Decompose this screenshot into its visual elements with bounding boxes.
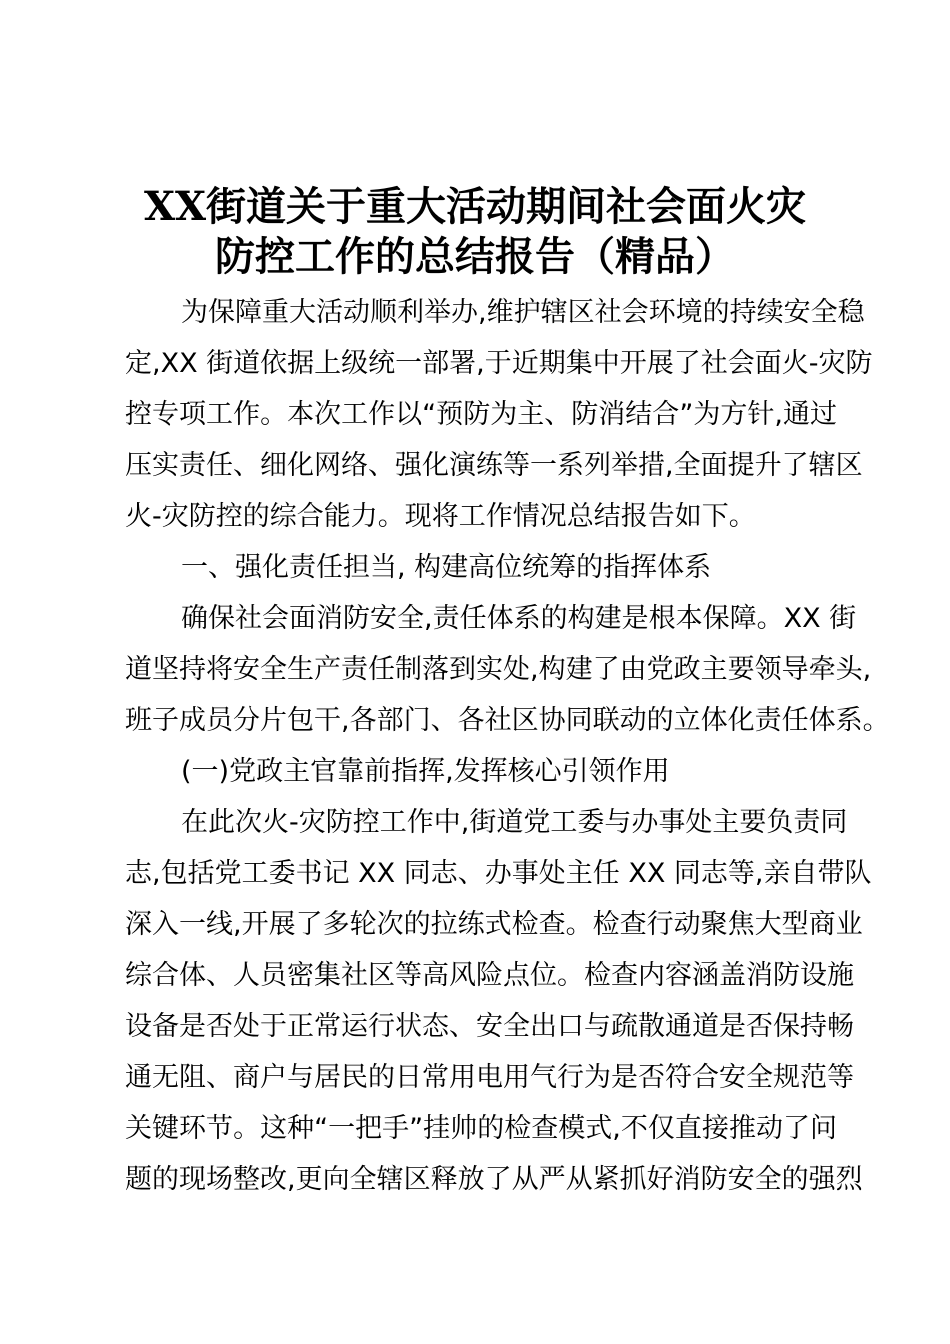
body-text-line: 为保障重大活动顺利举办,维护辖区社会环境的持续安全稳 [181,297,865,328]
body-text-line: 火-灾防控的综合能力。现将工作情况总结报告如下。 [125,501,756,532]
body-text-line: 设备是否处于正常运行状态、安全出口与疏散通道是否保持畅 [125,1011,854,1042]
body-text-line: 志,包括党工委书记 XX 同志、办事处主任 XX 同志等,亲自带队 [125,858,872,889]
body-text-line: 在此次火-灾防控工作中,街道党工委与办事处主要负责同 [181,807,848,838]
document-title-line-2: 防控工作的总结报告（精品） [215,233,735,280]
body-text-line: 关键环节。这种“一把手”挂帅的检查模式,不仅直接推动了问 [125,1113,837,1144]
body-text-line: 定,XX 街道依据上级统一部署,于近期集中开展了社会面火-灾防 [125,348,873,379]
body-text-line: 深入一线,开展了多轮次的拉练式检查。检查行动聚焦大型商业 [125,909,863,940]
document-body [0,287,950,1205]
body-text-line: 确保社会面消防安全,责任体系的构建是根本保障。XX 街 [181,603,857,634]
section-heading: 一、强化责任担当, 构建高位统筹的指挥体系 [181,552,712,583]
body-text-line: 压实责任、细化网络、强化演练等一系列举措,全面提升了辖区 [125,450,863,481]
body-text-line: 道坚持将安全生产责任制落到实处,构建了由党政主要领导牵头, [125,654,872,685]
body-text-line: 通无阻、商户与居民的日常用电用气行为是否符合安全规范等 [125,1062,854,1093]
body-text-line: 题的现场整改,更向全辖区释放了从严从紧抓好消防安全的强烈 [125,1164,863,1195]
document-title-line-1: XX街道关于重大活动期间社会面火灾 [143,183,807,230]
section-heading: (一)党政主官靠前指挥,发挥核心引领作用 [181,756,670,787]
body-text-line: 控专项工作。本次工作以“预防为主、防消结合”为方针,通过 [125,399,837,430]
body-text-line: 综合体、人员密集社区等高风险点位。检查内容涵盖消防设施 [125,960,854,991]
body-text-line: 班子成员分片包干,各部门、各社区协同联动的立体化责任体系。 [125,705,890,736]
